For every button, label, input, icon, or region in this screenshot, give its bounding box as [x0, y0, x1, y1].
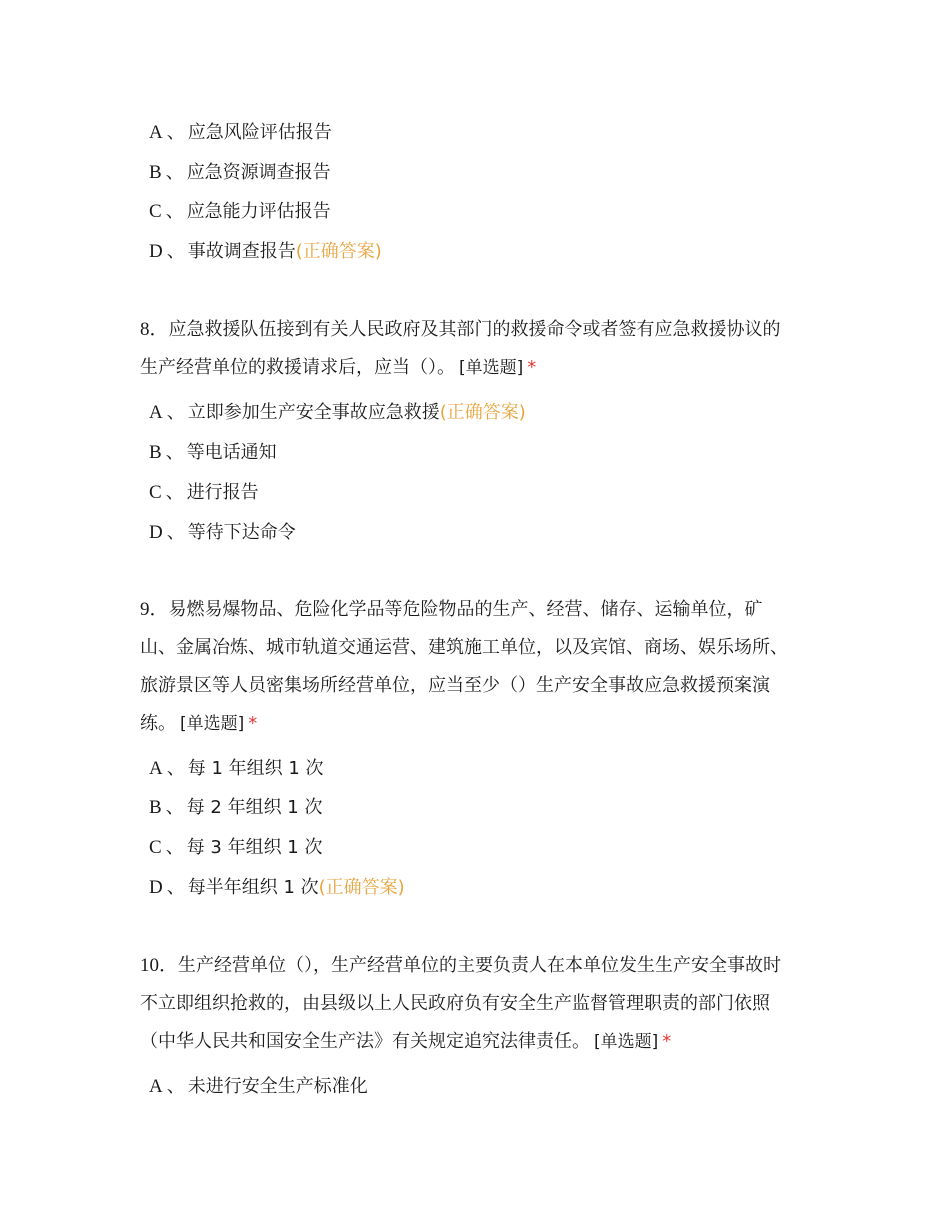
- question-line: 旅游景区等人员密集场所经营单位，应当至少（）生产安全事故应急救援预案演: [140, 675, 770, 696]
- q7-option-d[interactable]: D 、 事故调查报告(正确答案): [149, 241, 382, 262]
- question-line: 不立即组织抢救的，由县级以上人民政府负有安全生产监督管理职责的部门依照: [140, 993, 770, 1014]
- option-letter: C: [149, 837, 162, 858]
- q7-option-a[interactable]: A 、 应急风险评估报告: [149, 122, 332, 143]
- option-letter: C: [149, 201, 162, 222]
- required-mark: *: [248, 713, 258, 734]
- question-type-label: [单选题]: [180, 714, 245, 734]
- correct-answer-label: (正确答案): [295, 241, 382, 262]
- question-line: 生产经营单位的救援请求后，应当（）。 [单选题] *: [140, 357, 537, 378]
- q7-option-b[interactable]: B 、 应急资源调查报告: [149, 162, 331, 183]
- option-text: 应急风险评估报告: [187, 122, 332, 143]
- question-10: [140, 947, 820, 1061]
- option-text: 立即参加生产安全事故应急救援: [187, 402, 440, 423]
- question-type-label: [单选题]: [594, 1032, 659, 1052]
- option-letter: A: [149, 758, 163, 779]
- question-line: 10．生产经营单位（），生产经营单位的主要负责人在本单位发生生产安全事故时: [140, 955, 782, 976]
- required-mark: *: [662, 1031, 672, 1052]
- option-text: 事故调查报告: [187, 241, 296, 262]
- question-number: 10．: [140, 955, 179, 976]
- question-line: （中华人民共和国安全生产法》有关规定追究法律责任。 [单选题] *: [140, 1031, 672, 1052]
- option-text: 每 1 年组织 1 次: [187, 758, 324, 779]
- q9-option-b[interactable]: B 、 每 2 年组织 1 次: [149, 797, 323, 818]
- question-type-label: [单选题]: [459, 358, 524, 378]
- option-letter: D: [149, 877, 163, 898]
- option-letter: B: [149, 797, 162, 818]
- option-letter: B: [149, 162, 162, 183]
- question-number: 9．: [140, 599, 169, 620]
- option-letter: B: [149, 442, 162, 463]
- option-letter: A: [149, 122, 163, 143]
- option-text: 未进行安全生产标准化: [187, 1076, 368, 1097]
- question-line: 8．应急救援队伍接到有关人民政府及其部门的救援命令或者签有应急救援协议的: [140, 319, 781, 340]
- question-8: [140, 311, 820, 387]
- required-mark: *: [527, 357, 537, 378]
- q9-option-c[interactable]: C 、 每 3 年组织 1 次: [149, 837, 323, 858]
- option-text: 进行报告: [186, 482, 259, 503]
- option-letter: A: [149, 402, 163, 423]
- q9-option-d[interactable]: D 、 每半年组织 1 次(正确答案): [149, 877, 405, 898]
- question-9: [140, 591, 820, 743]
- q9-option-a[interactable]: A 、 每 1 年组织 1 次: [149, 758, 324, 779]
- option-text: 每半年组织 1 次: [187, 877, 319, 898]
- option-letter: D: [149, 522, 163, 543]
- question-line: 9．易燃易爆物品、危险化学品等危险物品的生产、经营、储存、运输单位，矿: [140, 599, 763, 620]
- q8-option-c[interactable]: C 、 进行报告: [149, 482, 259, 503]
- option-letter: D: [149, 241, 163, 262]
- q8-option-a[interactable]: A 、 立即参加生产安全事故应急救援(正确答案): [149, 402, 526, 423]
- option-text: 应急资源调查报告: [186, 162, 331, 183]
- option-letter: C: [149, 482, 162, 503]
- option-text: 每 2 年组织 1 次: [186, 797, 323, 818]
- q7-option-c[interactable]: C 、 应急能力评估报告: [149, 201, 331, 222]
- option-letter: A: [149, 1076, 163, 1097]
- correct-answer-label: (正确答案): [318, 877, 405, 898]
- option-text: 每 3 年组织 1 次: [186, 837, 323, 858]
- correct-answer-label: (正确答案): [439, 402, 526, 423]
- option-text: 等电话通知: [186, 442, 277, 463]
- q8-option-b[interactable]: B 、 等电话通知: [149, 442, 277, 463]
- q10-option-a[interactable]: A 、 未进行安全生产标准化: [149, 1076, 368, 1097]
- question-line: 练。 [单选题] *: [140, 713, 258, 734]
- option-text: 等待下达命令: [187, 522, 296, 543]
- option-text: 应急能力评估报告: [186, 201, 331, 222]
- q8-option-d[interactable]: D 、 等待下达命令: [149, 522, 296, 543]
- question-number: 8．: [140, 319, 169, 340]
- question-line: 山、金属冶炼、城市轨道交通运营、建筑施工单位，以及宾馆、商场、娱乐场所、: [140, 637, 788, 658]
